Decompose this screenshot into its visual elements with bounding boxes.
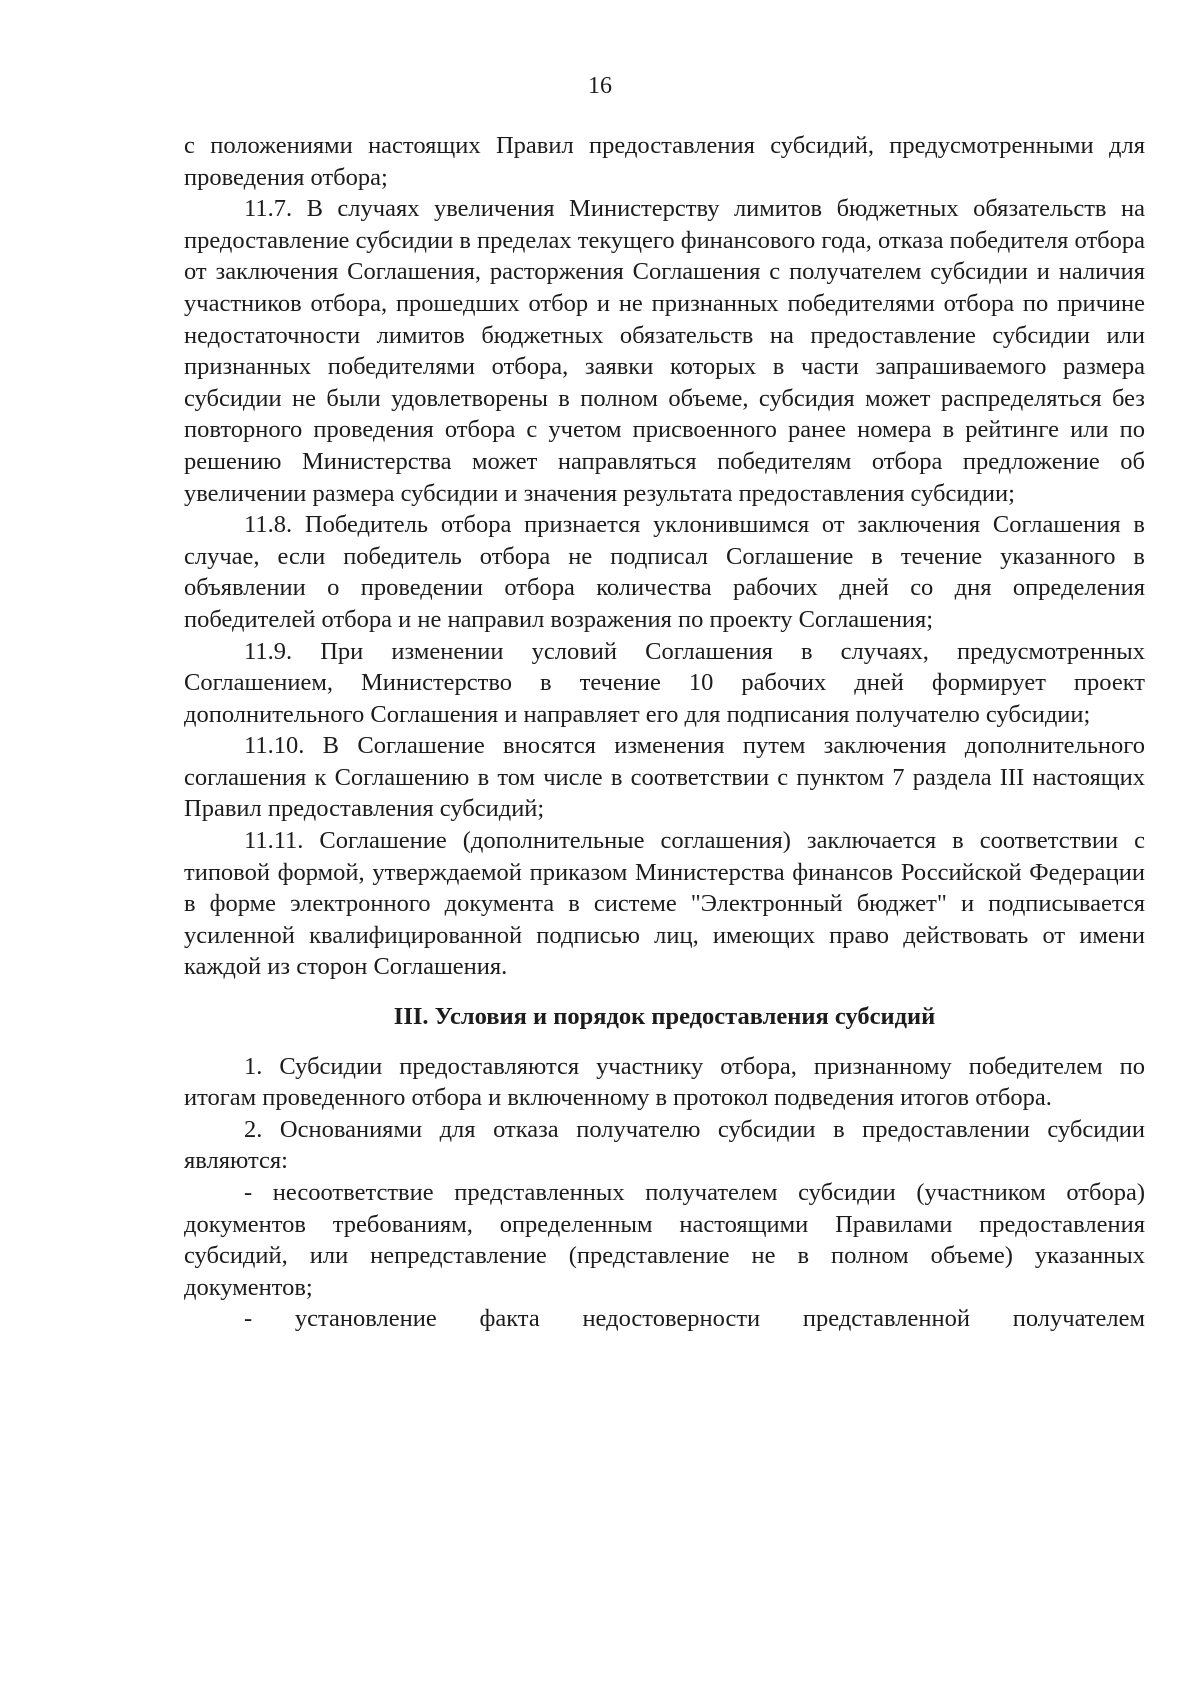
paragraph-11-9: 11.9. При изменении условий Соглашения в случаях, предусмотренных Соглашением, Министерство в течение 10 рабочих дней формирует проект дополнительного Соглашения и направляет его для подписания получателю субсидии; xyxy=(184,637,1145,728)
paragraph-section-2: 2. Основаниями для отказа получателю субсидии в предоставлении субсидии являются: xyxy=(184,1115,1145,1175)
page-number: 16 xyxy=(588,73,612,99)
document-body xyxy=(184,130,1145,1335)
paragraph-section-2-item-1: - несоответствие представленных получателем субсидии (участником отбора) документов требованиям, определенным настоящими Правилами предоставления субсидий, или непредставление (представление не в полном объеме) указанных документов; xyxy=(184,1179,1145,1301)
paragraph-11-7: 11.7. В случаях увеличения Министерству лимитов бюджетных обязательств на предоставление субсидии в пределах текущего финансового года, отказа победителя отбора от заключения Соглашения, расторжения Соглашения с получателем субсидии и наличия участников отбора, прошедших отбор и не признанных победителями отбора по причине недостаточности лимитов бюджетных обязательств на предоставление субсидии или признанных победителями отбора, заявки которых в части запрашиваемого размера субсидии не были удовлетворены в полном объеме, субсидия может распределяться без повторного проведения отбора с учетом присвоенного ранее номера в рейтинге или по решению Министерства может направляться победителям отбора предложение об увеличении размера субсидии и значения результата предоставления субсидии; xyxy=(184,195,1145,507)
section-heading: III. Условия и порядок предоставления субсидий xyxy=(393,1003,936,1031)
paragraph-continuation: с положениями настоящих Правил предоставления субсидий, предусмотренными для проведения отбора; xyxy=(184,132,1145,191)
paragraph-11-10: 11.10. В Соглашение вносятся изменения путем заключения дополнительного соглашения к Соглашению в том числе в соответствии с пунктом 7 раздела III настоящих Правил предоставления субсидий; xyxy=(184,732,1145,823)
paragraph-section-1: 1. Субсидии предоставляются участнику отбора, признанному победителем по итогам проведенного отбора и включенному в протокол подведения итогов отбора. xyxy=(184,1052,1145,1112)
paragraph-11-11: 11.11. Соглашение (дополнительные соглашения) заключается в соответствии с типовой формой, утверждаемой приказом Министерства финансов Российской Федерации в форме электронного документа в системе "Электронный бюджет" и подписывается усиленной квалифицированной подписью лиц, имеющих право действовать от имени каждой из сторон Соглашения. xyxy=(184,827,1145,981)
paragraph-section-2-item-2: - установление факта недостоверности представленной получателем xyxy=(244,1305,1145,1333)
paragraph-11-8: 11.8. Победитель отбора признается уклонившимся от заключения Соглашения в случае, если победитель отбора не подписал Соглашение в течение указанного в объявлении о проведении отбора количества рабочих дней со дня определения победителей отбора и не направил возражения по проекту Соглашения; xyxy=(184,511,1145,633)
